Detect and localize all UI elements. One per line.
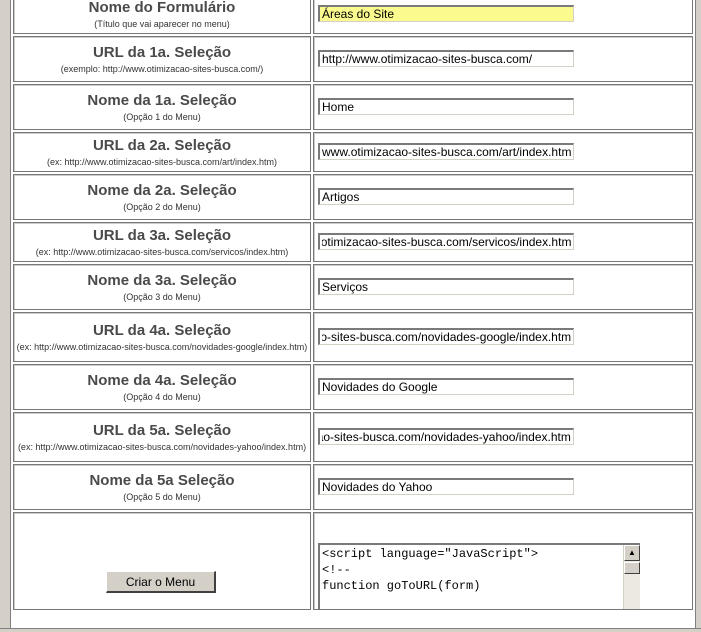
field-input-cell: [313, 222, 693, 262]
field-label-cell: [13, 364, 311, 410]
form-row: [13, 412, 693, 462]
field-input-cell: [313, 412, 693, 462]
form-row-generate: [13, 512, 693, 610]
form-row: [13, 132, 693, 172]
field-label-cell: [13, 36, 311, 82]
window-frame-bottom: [0, 628, 701, 632]
field-title: URL da 2a. Seleção: [92, 136, 232, 154]
selection-input[interactable]: [318, 188, 574, 205]
field-label-cell: [13, 312, 311, 362]
field-input-cell: [313, 464, 693, 510]
field-title: URL da 4a. Seleção: [92, 321, 232, 339]
triangle-up-icon[interactable]: ▲: [624, 545, 640, 561]
field-hint: (Opção 5 do Menu): [123, 491, 201, 502]
field-input-cell: [313, 364, 693, 410]
field-title: Nome da 5a Seleção: [89, 471, 235, 489]
menu-form-table: [11, 0, 695, 612]
field-title: Nome da 1a. Seleção: [87, 91, 237, 109]
field-input-cell: [313, 264, 693, 310]
field-label-cell: [13, 174, 311, 220]
field-input-cell: [313, 0, 693, 34]
field-input-cell: [313, 312, 693, 362]
field-hint: (ex: http://www.otimizacao-sites-busca.com/novidades-google/index.htm): [16, 341, 308, 352]
form-row: [13, 84, 693, 130]
field-hint: (Título que vai aparecer no menu): [94, 18, 230, 29]
window-frame-right: [695, 0, 701, 632]
create-menu-button[interactable]: Criar o Menu: [106, 571, 216, 593]
selection-input[interactable]: [318, 50, 574, 67]
field-input-cell: [313, 132, 693, 172]
field-input-cell: [313, 84, 693, 130]
selection-input[interactable]: [318, 98, 574, 115]
selection-input[interactable]: [318, 233, 574, 250]
field-hint: (exemplo: http://www.otimizacao-sites-busca.com/): [60, 63, 264, 74]
field-label-cell: [13, 412, 311, 462]
form-row: [13, 364, 693, 410]
form-name-input[interactable]: [318, 5, 574, 22]
field-title: Nome do Formulário: [88, 0, 236, 16]
field-input-cell: [313, 174, 693, 220]
selection-input[interactable]: [318, 428, 574, 445]
code-scrollbar[interactable]: [623, 545, 640, 609]
generate-cell: [13, 512, 311, 610]
selection-input[interactable]: [318, 478, 574, 495]
form-row: [13, 312, 693, 362]
field-title: URL da 5a. Seleção: [92, 421, 232, 439]
field-title: URL da 1a. Seleção: [92, 43, 232, 61]
field-label-cell: [13, 0, 311, 34]
selection-input[interactable]: [318, 278, 574, 295]
field-title: URL da 3a. Seleção: [92, 226, 232, 244]
field-label-cell: [13, 132, 311, 172]
field-hint: (Opção 2 do Menu): [123, 201, 201, 212]
code-output-cell: [313, 512, 693, 610]
form-row: [13, 174, 693, 220]
form-row: [13, 464, 693, 510]
field-hint: (ex: http://www.otimizacao-sites-busca.com/servicos/index.htm): [35, 246, 289, 257]
form-row: [13, 264, 693, 310]
field-hint: (Opção 1 do Menu): [123, 111, 201, 122]
field-hint: (ex: http://www.otimizacao-sites-busca.com/art/index.htm): [46, 156, 278, 167]
field-label-cell: [13, 264, 311, 310]
window-frame-left: [0, 0, 11, 632]
scrollbar-thumb[interactable]: [624, 562, 640, 574]
form-row: [13, 36, 693, 82]
field-title: Nome da 3a. Seleção: [87, 271, 237, 289]
field-title: Nome da 4a. Seleção: [87, 371, 237, 389]
form-row: [13, 222, 693, 262]
field-hint: (ex: http://www.otimizacao-sites-busca.com/novidades-yahoo/index.htm): [17, 441, 307, 452]
field-label-cell: [13, 464, 311, 510]
field-title: Nome da 2a. Seleção: [87, 181, 237, 199]
field-hint: (Opção 4 do Menu): [123, 391, 201, 402]
form-footer: [13, 512, 693, 610]
field-label-cell: [13, 222, 311, 262]
form-body: [13, 0, 693, 510]
code-output-textarea[interactable]: [318, 543, 640, 609]
selection-input[interactable]: [318, 328, 574, 345]
code-text: <script language="JavaScript"> <!-- function goToURL(form): [322, 547, 539, 593]
field-label-cell: [13, 84, 311, 130]
selection-input[interactable]: [318, 143, 574, 160]
selection-input[interactable]: [318, 378, 574, 395]
form-row: [13, 0, 693, 34]
field-input-cell: [313, 36, 693, 82]
field-hint: (Opção 3 do Menu): [123, 291, 201, 302]
